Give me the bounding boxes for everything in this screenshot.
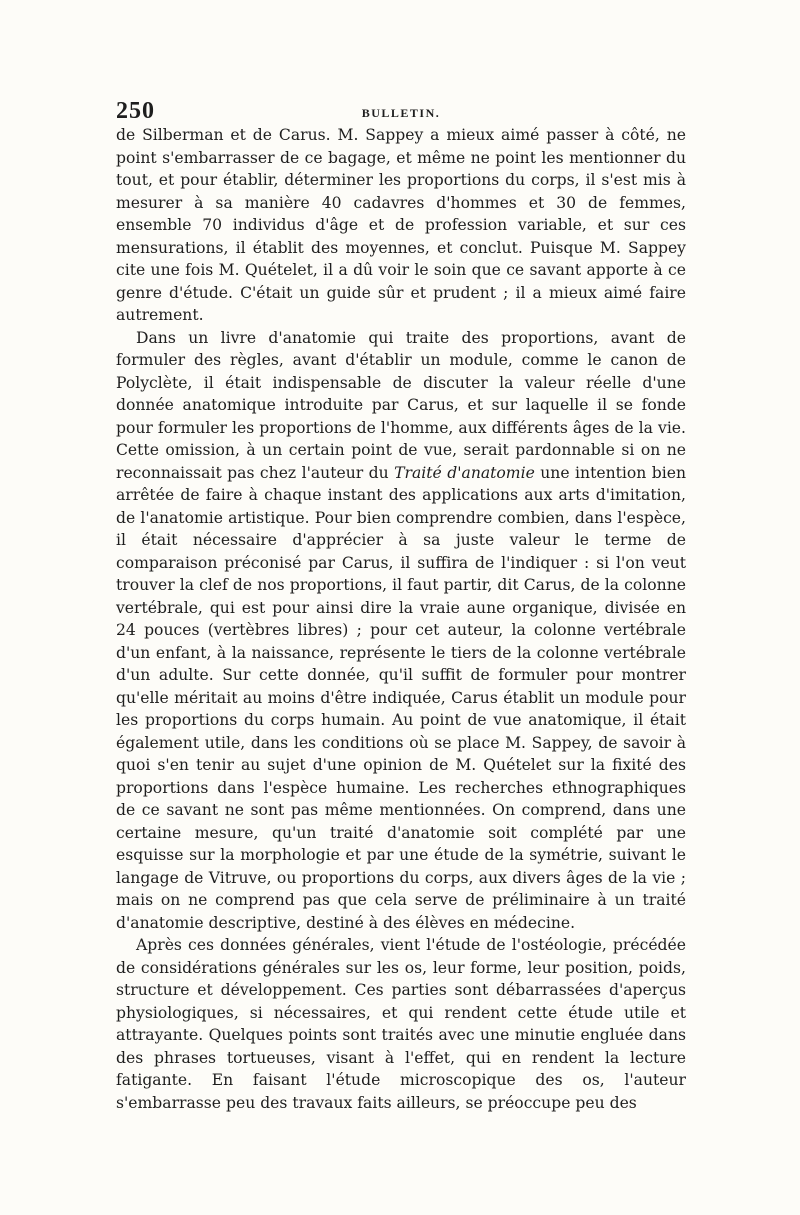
body-text xyxy=(116,124,686,1114)
italic-title: Traité d'anatomie xyxy=(394,463,535,482)
paragraph-1 xyxy=(116,124,686,327)
paragraph-3 xyxy=(116,934,686,1114)
text-segment: Dans un livre d'anatomie qui traite des proportions, avant de formuler des règles, avant d'établir un module, comme le canon de Polyclète, il était indispensable de discuter la valeur réelle d'une donnée anatomique introduite par Carus, et sur laquelle il se fonde pour formuler les proportions de l'homme, aux différents âges de la vie. Cette omission, à un certain point de vue, serait pardonnable si on ne reconnaissait pas chez l'auteur du xyxy=(116,328,686,482)
paragraph-2 xyxy=(116,327,686,935)
text-segment: une intention bien arrêtée de faire à chaque instant des applications aux arts d'imitation, de l'anatomie artistique. Pour bien comprendre combien, dans l'espèce, il était nécessaire d'apprécier à sa juste valeur le terme de comparaison préconisé par Carus, il suffira de l'indiquer : si l'on veut trouver la clef de nos proportions, il faut partir, dit Carus, de la colonne vertébrale, qui est pour ainsi dire la vraie aune organique, divisée en 24 pouces (vertèbres libres) ; pour cet auteur, la colonne vertébrale d'un enfant, à la naissance, représente le tiers de la colonne vertébrale d'un adulte. Sur cette donnée, qu'il suffit de formuler pour montrer qu'elle méritait au moins d'être indiquée, Carus établit un module pour les proportions du corps humain. Au point de vue anatomique, il était également utile, dans les conditions où se place M. Sappey, de savoir à quoi s'en tenir au sujet d'une opinion de M. Quételet sur la fixité des proportions dans l'espèce humaine. Les recherches ethnographiques de ce savant ne sont pas même mentionnées. On comprend, dans une certaine mesure, qu'un traité d'anatomie soit complété par une esquisse sur la morphologie et par une étude de la symétrie, suivant le langage de Vitruve, ou proportions du corps, aux divers âges de la vie ; mais on ne comprend pas que cela serve de préliminaire à un traité d'anatomie descriptive, destiné à des élèves en médecine. xyxy=(116,463,686,932)
text-segment: de Silberman et de Carus. M. Sappey a mieux aimé passer à côté, ne point s'embarrasser de ce bagage, et même ne point les mentionner du tout, et pour établir, déterminer les proportions du corps, il s'est mis à mesurer à sa manière 40 cadavres d'hommes et 30 de femmes, ensemble 70 individus d'âge et de profession variable, et sur ces mensurations, il établit des moyennes, et conclut. Puisque M. Sappey cite une fois M. Quételet, il a dû voir le soin que ce savant apporte à ce genre d'étude. C'était un guide sûr et prudent ; il a mieux aimé faire autrement. xyxy=(116,126,686,324)
running-head: BULLETIN. xyxy=(361,106,441,120)
page-number: 250 xyxy=(116,98,155,124)
page-header xyxy=(116,98,686,124)
text-segment: Après ces données générales, vient l'étude de l'ostéologie, précédée de considérations générales sur les os, leur forme, leur position, poids, structure et développement. Ces parties sont débarrassées d'aperçus physiologiques, si nécessaires, et qui rendent cette étude utile et attrayante. Quelques points sont traités avec une minutie engluée dans des phrases tortueuses, visant à l'effet, qui en rendent la lecture fatigante. En faisant l'étude microscopique des os, l'auteur s'embarrasse peu des travaux faits ailleurs, se préoccupe peu des xyxy=(116,936,686,1112)
book-page xyxy=(116,98,686,1114)
